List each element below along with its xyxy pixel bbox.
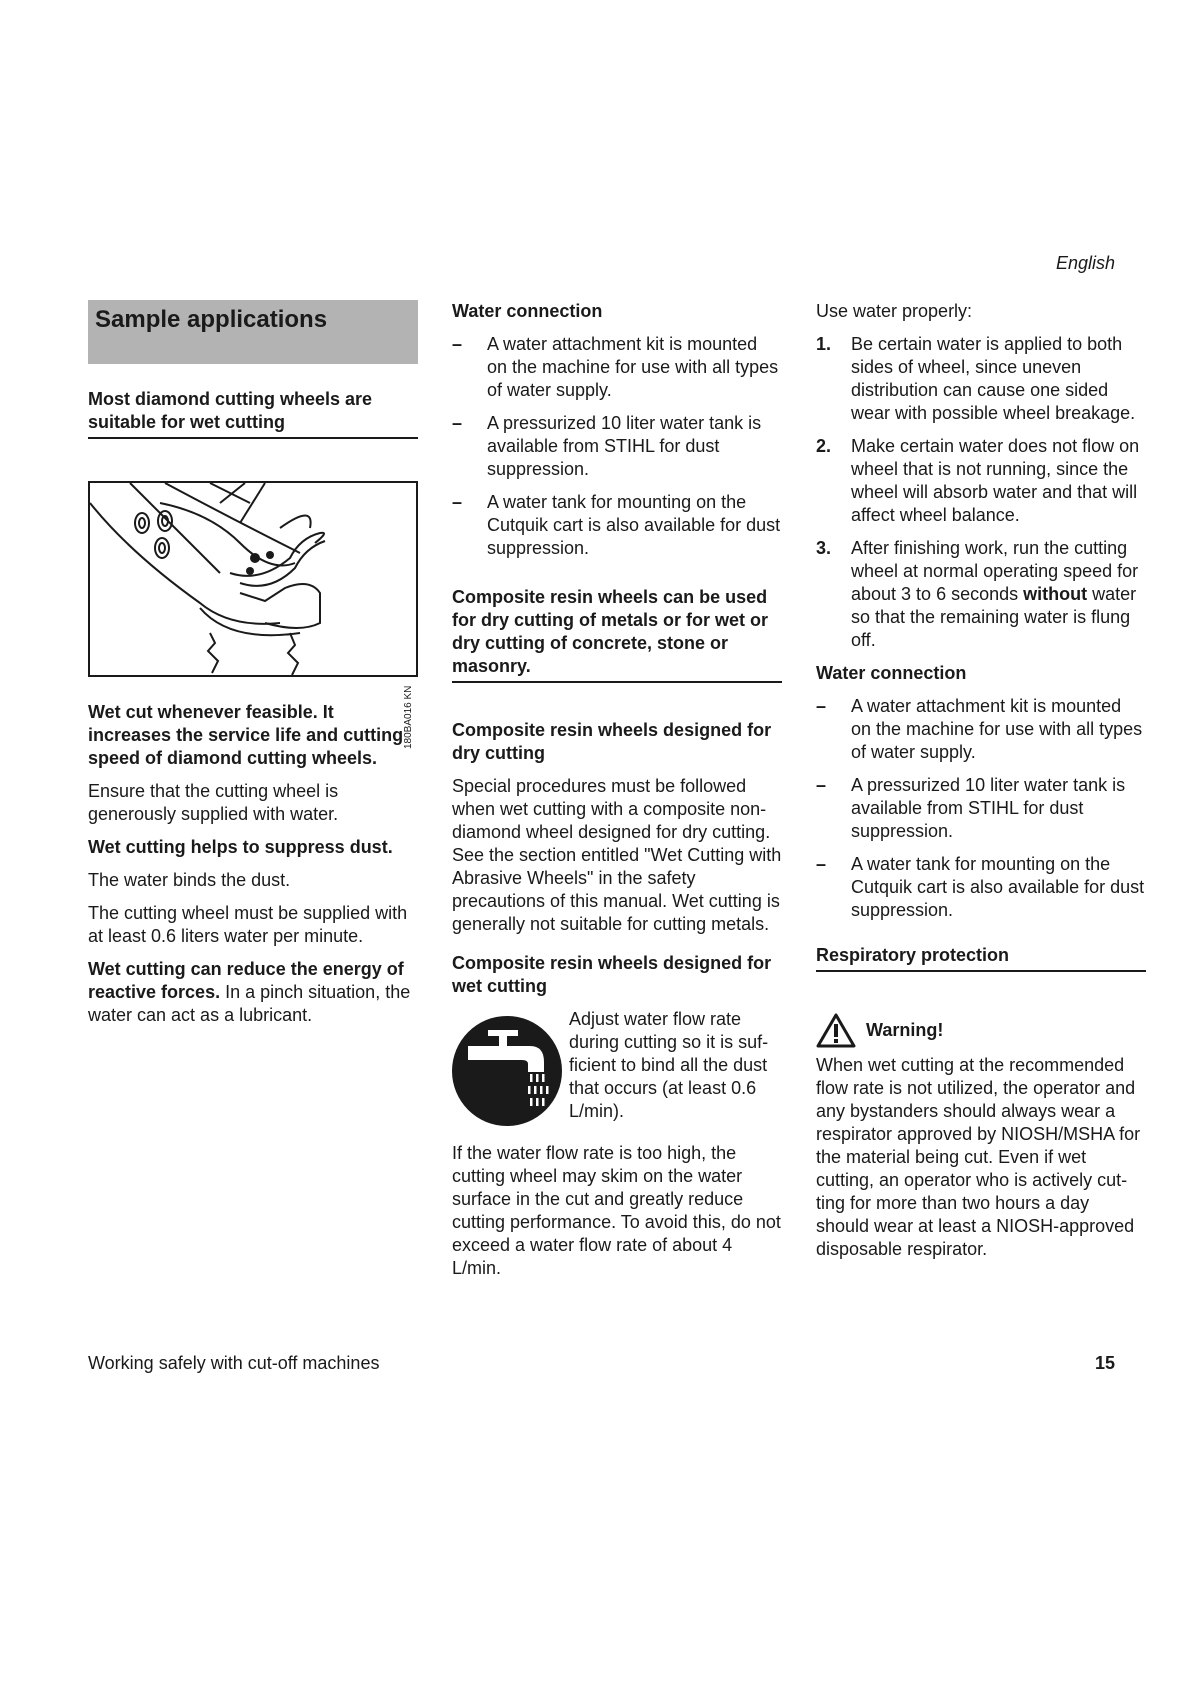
heading-suppress-dust: Wet cutting helps to suppress dust. (88, 837, 393, 857)
heading-diamond-wheels: Most diamond cutting wheels are suitable for wet cutting (88, 388, 418, 439)
water-connection-list-2 (816, 695, 1146, 922)
min-water-para: The cutting wheel must be supplied with at least 0.6 liters water per minute. (88, 903, 408, 946)
list-item: – A water attachment kit is mounted on the machine for use with all types of water supply. (452, 334, 779, 400)
list-item: – A water attachment kit is mounted on the machine for use with all types of water supply. (816, 696, 1143, 762)
machine-drawing (90, 483, 416, 675)
heading-water-connection: Water connection (452, 301, 603, 321)
water-tap-icon (452, 1016, 562, 1126)
heading-dry-cutting: Composite resin wheels designed for dry cutting (452, 720, 772, 763)
binds-dust-para: The water binds the dust. (88, 870, 291, 890)
reactive-forces-rest: In a pinch situation, the water can act as a lubricant. (88, 982, 411, 1025)
warning-text: When wet cutting at the recommended flow rate is not utilized, the operator and any bystanders should always wear a respirator approved by NIOSH/MSHA for the material being cut. Even if wet cutting, an operator who is actively cut-ting for more than two hours a day should wear at least a NIOSH-approved disposable respirator. (816, 1055, 1141, 1259)
reactive-forces-bold: Wet cutting can reduce the energy of reactive forces. (88, 959, 404, 1002)
language-label: English (1055, 253, 1115, 273)
column-2 (452, 300, 782, 1290)
list-item: 2. Make certain water does not flow on wheel that is not running, since the wheel will absorb water and that will affect wheel balance. (816, 436, 1140, 525)
water-steps-list (816, 333, 1146, 652)
dry-cutting-para: Special procedures must be followed when wet cutting with a composite non-diamond wheel designed for dry cutting. See the section entitled "Wet Cutting with Abrasive Wheels" in the safety precautions of this manual. Wet cutting is generally not suitable for cutting metals. (452, 776, 782, 934)
list-item: – A pressurized 10 liter water tank is available from STIHL for dust suppression. (816, 775, 1126, 841)
flow-rate-text: Adjust water flow rate during cutting so it is suf-ficient to bind all the dust that occurs (at least 0.6 L/min). (569, 1009, 769, 1121)
reactive-forces-para (88, 958, 418, 1027)
list-item: – A pressurized 10 liter water tank is available from STIHL for dust suppression. (452, 413, 762, 479)
warning-triangle-icon (816, 1012, 856, 1048)
section-title: Sample applications (88, 300, 418, 364)
heading-respiratory-protection: Respiratory protection (816, 944, 1146, 972)
supply-water-para: Ensure that the cutting wheel is generously supplied with water. (88, 781, 339, 824)
column-3 (816, 300, 1146, 1271)
flow-rate-high-para: If the water flow rate is too high, the cutting wheel may skim on the water surface in the cut and greatly reduce cutting performance. To avoid this, do not exceed a water flow rate of about 4 L/min. (452, 1143, 781, 1278)
heading-composite-resin: Composite resin wheels can be used for dry cutting of metals or for wet or dry cutting of concrete, stone or masonry. (452, 586, 782, 683)
water-connection-list (452, 333, 782, 560)
list-item: 1. Be certain water is applied to both sides of wheel, since uneven distribution can cause one sided wear with possible wheel breakage. (816, 334, 1136, 423)
warning-label: Warning! (866, 1019, 944, 1040)
flow-rate-block (452, 1008, 782, 1130)
list-item: 3. After finishing work, run the cutting wheel at normal operating speed for about 3 to 6 seconds without water so that the remaining water is flung off. (816, 538, 1139, 650)
wet-cut-advice: Wet cut whenever feasible. It increases the service life and cutting speed of diamond cutting wheels. (88, 702, 404, 768)
footer-title: Working safely with cut-off machines (88, 1353, 380, 1373)
page-number: 15 (1094, 1353, 1115, 1373)
heading-wet-cutting: Composite resin wheels designed for wet cutting (452, 953, 772, 996)
warning-header (816, 1012, 1146, 1048)
use-water-intro: Use water properly: (816, 301, 973, 321)
list-item: – A water tank for mounting on the Cutquik cart is also available for dust suppression. (452, 492, 781, 558)
figure-code: 180BA016 KN (403, 685, 414, 749)
heading-water-connection-2: Water connection (816, 663, 967, 683)
column-1 (88, 300, 418, 1037)
list-item: – A water tank for mounting on the Cutquik cart is also available for dust suppression. (816, 854, 1145, 920)
